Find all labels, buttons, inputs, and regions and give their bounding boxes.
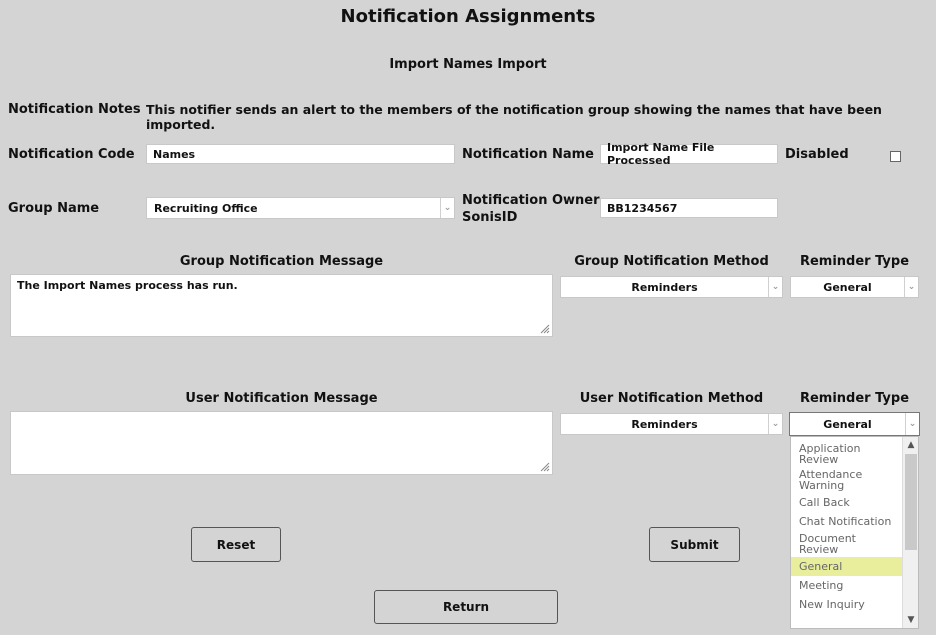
scroll-down-icon[interactable]: ▼ bbox=[907, 615, 915, 625]
dropdown-option-label: General bbox=[799, 560, 843, 573]
dropdown-scrollbar[interactable] bbox=[902, 437, 918, 628]
group-reminder-type-value: General bbox=[823, 280, 872, 294]
dropdown-option[interactable] bbox=[791, 531, 918, 557]
dropdown-option-label: Application bbox=[799, 442, 861, 455]
group-method-label: Group Notification Method bbox=[574, 254, 769, 269]
reminder-type-dropdown-list[interactable] bbox=[790, 436, 919, 629]
submit-button[interactable]: Submit bbox=[649, 527, 740, 562]
group-reminder-type-select[interactable] bbox=[790, 276, 919, 298]
user-method-label: User Notification Method bbox=[579, 391, 764, 406]
group-name-label: Group Name bbox=[8, 201, 100, 216]
dropdown-option[interactable] bbox=[791, 512, 918, 531]
scrollbar-thumb[interactable] bbox=[905, 454, 917, 550]
group-method-select[interactable] bbox=[560, 276, 783, 298]
dropdown-option[interactable] bbox=[791, 557, 918, 576]
user-reminder-type-value: General bbox=[823, 417, 872, 431]
dropdown-options bbox=[791, 437, 918, 614]
chevron-down-icon: ⌄ bbox=[768, 277, 782, 297]
notification-code-label: Notification Code bbox=[8, 147, 135, 162]
dropdown-option-label: Call Back bbox=[799, 496, 850, 509]
resize-grip-icon[interactable] bbox=[540, 324, 550, 334]
page-subtitle: Import Names Import bbox=[389, 57, 547, 72]
user-reminder-type-label: Reminder Type bbox=[799, 391, 910, 406]
dropdown-option[interactable] bbox=[791, 441, 918, 467]
dropdown-option-label: New Inquiry bbox=[799, 598, 865, 611]
dropdown-option-label-line2: Warning bbox=[799, 479, 845, 492]
notification-name-input[interactable]: Import Name File Processed bbox=[600, 144, 778, 164]
group-message-value: The Import Names process has run. bbox=[17, 279, 238, 292]
notification-code-input[interactable]: Names bbox=[146, 144, 455, 164]
disabled-checkbox[interactable] bbox=[890, 151, 901, 162]
user-message-textarea[interactable] bbox=[10, 411, 553, 475]
dropdown-option[interactable] bbox=[791, 467, 918, 493]
owner-sonisid-input[interactable]: BB1234567 bbox=[600, 198, 778, 218]
owner-label bbox=[462, 192, 600, 226]
resize-grip-icon[interactable] bbox=[540, 462, 550, 472]
reset-button[interactable]: Reset bbox=[191, 527, 281, 562]
page-title: Notification Assignments bbox=[340, 6, 596, 27]
dropdown-option[interactable] bbox=[791, 595, 918, 614]
owner-label-line1: Notification Owner bbox=[462, 193, 600, 208]
dropdown-option[interactable] bbox=[791, 576, 918, 595]
notes-text: This notifier sends an alert to the members of the notification group showing the names that have been imported. bbox=[146, 102, 882, 132]
dropdown-option[interactable] bbox=[791, 493, 918, 512]
chevron-down-icon: ⌄ bbox=[905, 413, 919, 435]
group-message-textarea[interactable] bbox=[10, 274, 553, 337]
user-method-select[interactable] bbox=[560, 413, 783, 435]
group-message-label: Group Notification Message bbox=[179, 254, 384, 269]
dropdown-option-label: Document bbox=[799, 532, 856, 545]
dropdown-option-label: Attendance bbox=[799, 468, 863, 481]
chevron-down-icon: ⌄ bbox=[440, 198, 454, 218]
group-reminder-type-label: Reminder Type bbox=[799, 254, 910, 269]
dropdown-option-label: Meeting bbox=[799, 579, 844, 592]
dropdown-option-label-line2: Review bbox=[799, 543, 839, 556]
return-button[interactable]: Return bbox=[374, 590, 558, 624]
group-name-value: Recruiting Office bbox=[154, 201, 258, 215]
disabled-label: Disabled bbox=[785, 147, 849, 162]
scroll-up-icon[interactable]: ▲ bbox=[907, 440, 915, 450]
user-message-label: User Notification Message bbox=[185, 391, 378, 406]
group-name-select[interactable] bbox=[146, 197, 455, 219]
dropdown-option-label: Chat Notification bbox=[799, 515, 892, 528]
user-method-value: Reminders bbox=[631, 417, 698, 431]
chevron-down-icon: ⌄ bbox=[768, 414, 782, 434]
group-method-value: Reminders bbox=[631, 280, 698, 294]
notification-name-label: Notification Name bbox=[462, 147, 594, 162]
user-reminder-type-select[interactable] bbox=[789, 412, 920, 436]
notes-label: Notification Notes bbox=[8, 102, 141, 117]
owner-label-line2: SonisID bbox=[462, 210, 518, 225]
dropdown-option-label-line2: Review bbox=[799, 453, 839, 466]
chevron-down-icon: ⌄ bbox=[904, 277, 918, 297]
